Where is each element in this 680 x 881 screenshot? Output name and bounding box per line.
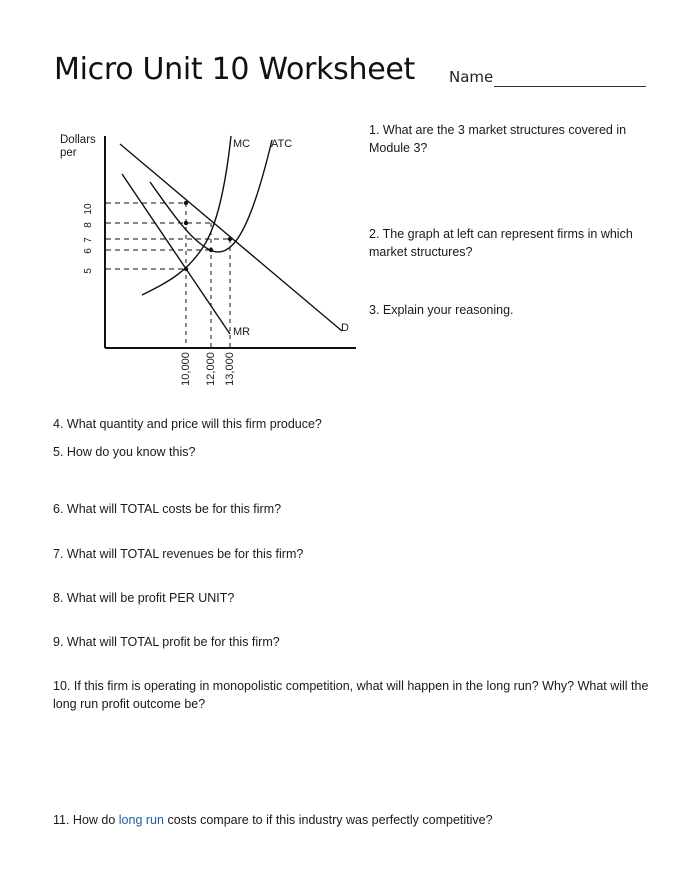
question-11-end: costs compare to if this industry was perfectly competitive? [163,813,493,827]
worksheet-title: Micro Unit 10 Worksheet [54,52,415,87]
question-3: 3. Explain your reasoning. [369,303,514,317]
y-axis-label-dollars: Dollars [60,134,96,146]
name-field-line[interactable] [494,86,646,87]
point-demand-q10000 [184,201,188,205]
y-axis-label-per: per [60,147,77,159]
question-11-highlight: long run [118,813,164,827]
y-tick-10: 10 [83,203,94,215]
point-demand-atc-q13000 [228,237,232,241]
question-9: 9. What will TOTAL profit be for this firm? [53,635,280,649]
y-tick-6: 6 [83,248,94,254]
question-11 [53,811,653,829]
name-label: Name [449,68,494,86]
demand-label: D [341,322,349,334]
x-tick-13000: 13,000 [224,352,236,386]
x-tick-10000: 10,000 [180,352,192,386]
mc-label: MC [233,138,251,150]
y-tick-8: 8 [83,222,94,228]
mr-curve [122,174,230,334]
question-4: 4. What quantity and price will this firm produce? [53,417,322,431]
mc-curve [142,136,231,295]
atc-label: ATC [271,138,293,150]
question-2: 2. The graph at left can represent firms in which market structures? [369,227,633,259]
question-1: 1. What are the 3 market structures covered in Module 3? [369,123,627,155]
question-6: 6. What will TOTAL costs be for this firm? [53,502,282,516]
x-tick-12000: 12,000 [205,352,217,386]
mr-label: MR [233,326,251,338]
y-tick-7: 7 [83,237,94,243]
point-mc-mr-q10000 [184,267,188,271]
point-atc-q10000 [184,221,188,225]
atc-curve [150,140,272,252]
point-mc-atc-min [209,248,213,252]
question-5: 5. How do you know this? [53,445,196,459]
y-tick-5: 5 [83,268,94,274]
question-8: 8. What will be profit PER UNIT? [53,591,235,605]
question-11-start: 11. How do [53,813,119,827]
question-10: 10. If this firm is operating in monopolistic competition, what will happen in the long run? Why? What will the long run profit outcome be? [53,679,649,711]
question-7: 7. What will TOTAL revenues be for this firm? [53,547,304,561]
cost-revenue-graph [50,122,360,394]
